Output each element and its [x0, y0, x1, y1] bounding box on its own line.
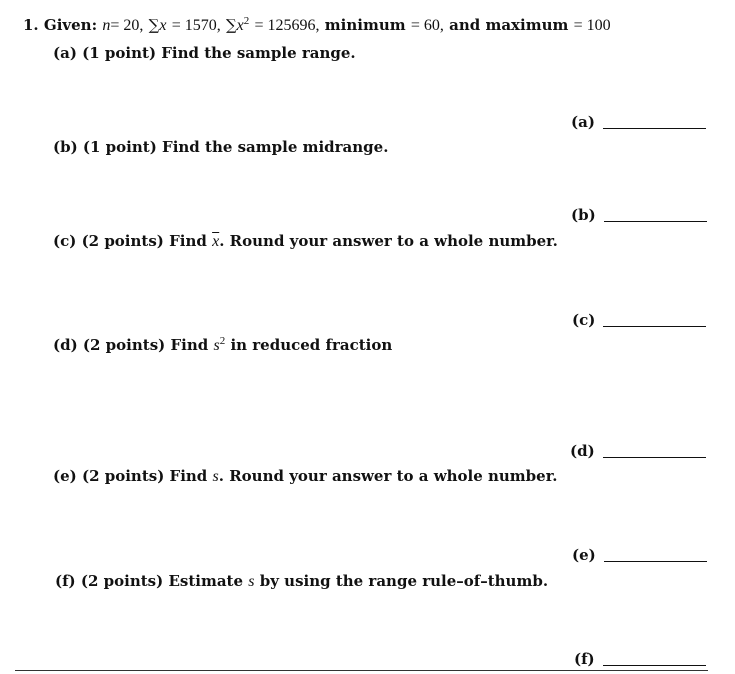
- part-d-s-exponent: 2: [219, 335, 226, 347]
- maximum-label: maximum: [485, 16, 569, 34]
- n-variable: n: [102, 17, 111, 34]
- part-d-points: (2 points): [82, 336, 166, 354]
- page-divider: [15, 670, 708, 671]
- part-e-answer: [572, 546, 707, 564]
- and-label: and: [449, 16, 481, 34]
- part-a-answer-label: (a): [571, 113, 595, 131]
- part-d-question: [53, 336, 392, 355]
- sum-x2-value: = 125696,: [254, 17, 320, 34]
- part-b-question: [53, 138, 388, 156]
- part-f-answer-blank[interactable]: [603, 664, 706, 666]
- part-e-text-before: Find: [169, 467, 208, 485]
- part-e-points: (2 points): [81, 467, 165, 485]
- problem-header: [23, 16, 611, 35]
- part-d-answer-blank[interactable]: [603, 456, 706, 458]
- problem-number: 1.: [23, 16, 39, 34]
- part-e-answer-label: (e): [572, 546, 596, 564]
- part-c-question: [53, 232, 558, 251]
- sum-x2-variable: x: [236, 17, 244, 34]
- part-a-points: (1 point): [82, 44, 157, 62]
- part-d-answer: [570, 442, 706, 460]
- part-e-question: [53, 467, 557, 486]
- part-b-answer-label: (b): [571, 206, 596, 224]
- part-b-answer-blank[interactable]: [604, 220, 707, 222]
- part-e-s: s: [212, 468, 219, 485]
- part-b-label: (b): [53, 138, 78, 156]
- minimum-value: = 60,: [410, 17, 444, 34]
- part-a-question: [53, 44, 356, 62]
- part-b-points: (1 point): [82, 138, 157, 156]
- part-c-xbar: $\overline{x}$: [212, 233, 220, 250]
- sum-symbol-2: ∑: [225, 16, 237, 34]
- part-c-label: (c): [53, 232, 77, 250]
- part-d-s: s: [213, 337, 220, 354]
- n-value: = 20,: [110, 17, 144, 34]
- part-b-answer: [571, 206, 707, 224]
- part-f-text-before: Estimate: [168, 572, 244, 590]
- part-d-text-after: in reduced fraction: [230, 336, 393, 354]
- part-f-points: (2 points): [80, 572, 164, 590]
- part-c-answer-label: (c): [572, 311, 596, 329]
- part-f-question: [55, 572, 548, 591]
- sum-symbol: ∑: [148, 16, 160, 34]
- given-label: Given:: [43, 16, 98, 34]
- part-c-text-after: . Round your answer to a whole number.: [219, 232, 558, 250]
- part-d-answer-label: (d): [570, 442, 595, 460]
- sum-x2-exponent: 2: [243, 15, 250, 27]
- part-d-text-before: Find: [170, 336, 209, 354]
- part-f-text-after: by using the range rule–of–thumb.: [259, 572, 549, 590]
- part-b-text: Find the sample midrange.: [162, 138, 389, 156]
- maximum-value: = 100: [573, 17, 611, 34]
- minimum-label: minimum: [324, 16, 406, 34]
- part-e-text-after: . Round your answer to a whole number.: [218, 467, 558, 485]
- part-f-answer: [574, 650, 706, 668]
- part-c-points: (2 points): [81, 232, 164, 250]
- part-a-answer: [571, 113, 706, 131]
- part-f-answer-label: (f): [574, 650, 595, 668]
- part-e-label: (e): [53, 467, 77, 485]
- part-a-answer-blank[interactable]: [603, 127, 706, 129]
- part-a-label: (a): [53, 44, 77, 62]
- part-c-answer-blank[interactable]: [603, 325, 706, 327]
- part-c-text-before: Find: [169, 232, 207, 250]
- part-a-text: Find the sample range.: [161, 44, 356, 62]
- sum-x-value: = 1570,: [171, 17, 221, 34]
- sum-x-variable: x: [159, 17, 167, 34]
- part-f-label: (f): [55, 572, 76, 590]
- part-c-answer: [572, 311, 706, 329]
- part-f-s: s: [248, 573, 255, 590]
- part-d-label: (d): [53, 336, 78, 354]
- part-e-answer-blank[interactable]: [604, 560, 707, 562]
